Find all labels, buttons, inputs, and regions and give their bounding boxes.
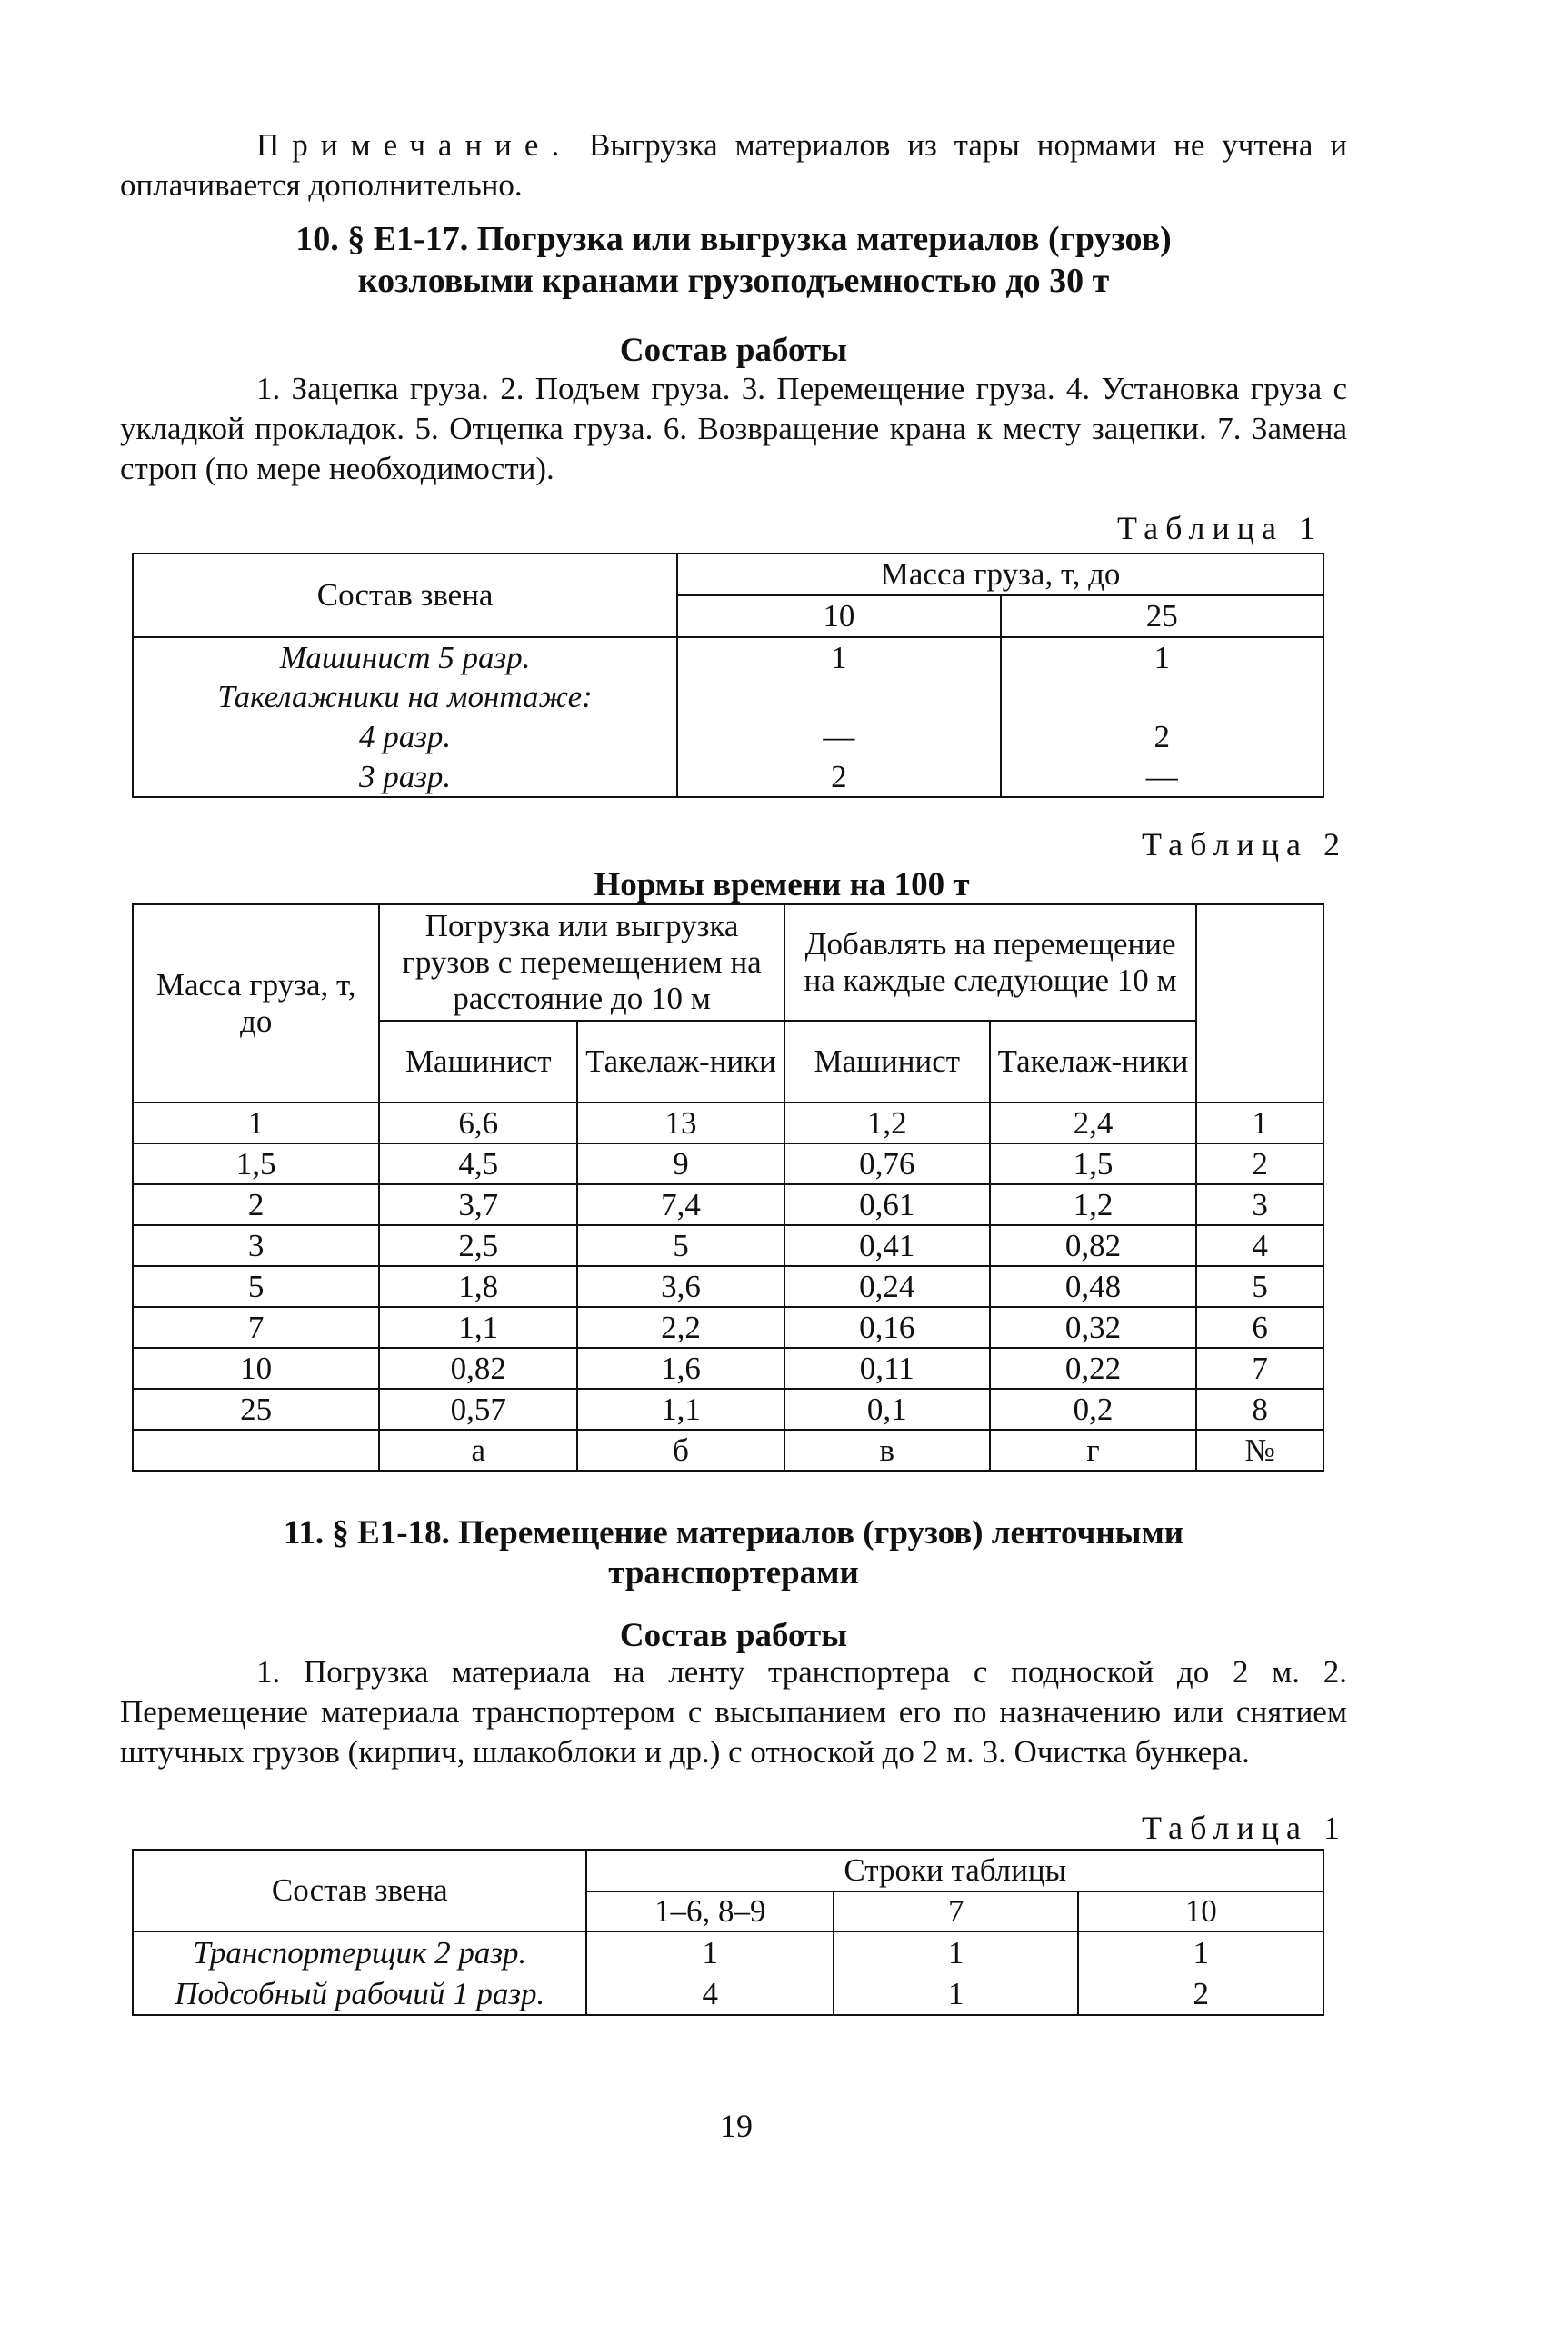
t1-header-col25: 25 bbox=[1001, 595, 1323, 637]
t2-footer-row bbox=[133, 1430, 1323, 1471]
section10-title bbox=[120, 218, 1347, 302]
section11-work-heading: Состав работы bbox=[619, 1617, 848, 1654]
section11-title bbox=[120, 1513, 1347, 1593]
t1-header-mass: Масса груза, т, до bbox=[677, 554, 1323, 595]
t2-header-tak: Такелаж-ники bbox=[990, 1021, 1197, 1103]
t2-cell bbox=[133, 1430, 379, 1471]
section10-table2 bbox=[132, 903, 1324, 1472]
t2-cell: 3 bbox=[1196, 1184, 1323, 1225]
t2-cell: 1,1 bbox=[577, 1389, 784, 1430]
t2-cell: 0,1 bbox=[784, 1389, 990, 1430]
t2-cell: 1,2 bbox=[990, 1184, 1197, 1225]
s11-header-col: 1–6, 8–9 bbox=[586, 1891, 834, 1931]
note-text: Выгрузка материалов из тары нормами не учтена и оплачивается дополнительно. bbox=[120, 127, 1347, 203]
t2-cell: 0,16 bbox=[784, 1307, 990, 1348]
t2-cell: 0,57 bbox=[379, 1389, 577, 1430]
t2-cell: 0,61 bbox=[784, 1184, 990, 1225]
t2-header-add: Добавлять на перемещение на каждые следующие 10 м bbox=[784, 904, 1196, 1021]
note-label: Примечание. bbox=[256, 127, 573, 163]
t2-cell: 4,5 bbox=[379, 1143, 577, 1184]
t2-row bbox=[133, 1348, 1323, 1389]
t1-cell: — bbox=[1001, 757, 1323, 797]
s11-cell: 4 bbox=[586, 1973, 834, 2015]
t2-cell: 0,82 bbox=[990, 1225, 1197, 1266]
t2-cell: 7 bbox=[133, 1307, 379, 1348]
t2-cell: в bbox=[784, 1430, 990, 1471]
t2-cell: 0,48 bbox=[990, 1266, 1197, 1307]
t2-cell: 0,2 bbox=[990, 1389, 1197, 1430]
t2-cell: 2 bbox=[133, 1184, 379, 1225]
t2-cell: 4 bbox=[1196, 1225, 1323, 1266]
t1-row-label: 3 разр. bbox=[133, 757, 677, 797]
t2-cell: 0,22 bbox=[990, 1348, 1197, 1389]
t2-cell: 0,32 bbox=[990, 1307, 1197, 1348]
t2-cell: 1,1 bbox=[379, 1307, 577, 1348]
t2-row bbox=[133, 1184, 1323, 1225]
t2-header-tak: Такелаж-ники bbox=[577, 1021, 784, 1103]
t2-cell: 8 bbox=[1196, 1389, 1323, 1430]
s11-cell: 2 bbox=[1078, 1973, 1323, 2015]
t2-cell: 3 bbox=[133, 1225, 379, 1266]
t2-cell: 2 bbox=[1196, 1143, 1323, 1184]
section11-table1 bbox=[132, 1849, 1324, 2016]
section10-table2-title: Нормы времени на 100 т bbox=[594, 866, 970, 903]
t1-cell bbox=[1001, 677, 1323, 717]
t1-cell: 1 bbox=[1001, 637, 1323, 677]
t1-cell: 1 bbox=[677, 637, 1000, 677]
t2-cell: 0,41 bbox=[784, 1225, 990, 1266]
s11-header-composition: Состав звена bbox=[133, 1850, 586, 1931]
t1-cell bbox=[677, 677, 1000, 717]
t2-cell: 0,76 bbox=[784, 1143, 990, 1184]
section10-work-heading: Состав работы bbox=[619, 332, 848, 369]
t2-cell: 1,5 bbox=[990, 1143, 1197, 1184]
section10-table2-caption: Таблица 2 bbox=[1142, 826, 1347, 863]
t2-cell: 0,24 bbox=[784, 1266, 990, 1307]
t2-cell: 2,2 bbox=[577, 1307, 784, 1348]
section10-table1 bbox=[132, 553, 1324, 798]
t1-header-composition: Состав звена bbox=[133, 554, 677, 637]
section11-work-text: 1. Погрузка материала на ленту транспортера с подноской до 2 м. 2. Перемещение материала транспортером с высыпанием его по назначению или снятием штучных грузов (кирпич, шлакоблоки и др.) с отноской до 2 м. 3. Очистка бункера. bbox=[120, 1654, 1347, 1770]
s11-header-col: 7 bbox=[834, 1891, 1078, 1931]
t1-row-label: 4 разр. bbox=[133, 717, 677, 757]
t2-cell: 7 bbox=[1196, 1348, 1323, 1389]
t2-header-mach: Машинист bbox=[379, 1021, 577, 1103]
s11-cell: 1 bbox=[586, 1931, 834, 1973]
t2-row bbox=[133, 1389, 1323, 1430]
section11-table1-caption: Таблица 1 bbox=[1142, 1810, 1347, 1846]
section10-title-line2: козловыми кранами грузоподъемностью до 30 т bbox=[357, 262, 1110, 300]
t2-cell: 6,6 bbox=[379, 1103, 577, 1143]
t2-cell: 1,5 bbox=[133, 1143, 379, 1184]
t2-header-mass: Масса груза, т, до bbox=[133, 904, 379, 1103]
t2-cell: 3,7 bbox=[379, 1184, 577, 1225]
note-paragraph bbox=[120, 125, 1347, 205]
t2-cell: 0,11 bbox=[784, 1348, 990, 1389]
section10-work-text: 1. Зацепка груза. 2. Подъем груза. 3. Перемещение груза. 4. Установка груза с укладкой прокладок. 5. Отцепка груза. 6. Возвращение крана к месту зацепки. 7. Замена строп (по мере необходимости). bbox=[120, 371, 1347, 486]
t2-cell: 2,4 bbox=[990, 1103, 1197, 1143]
t2-cell: 9 bbox=[577, 1143, 784, 1184]
t2-cell: а bbox=[379, 1430, 577, 1471]
s11-cell: 1 bbox=[1078, 1931, 1323, 1973]
t2-header-empty bbox=[1196, 904, 1323, 1103]
s11-row-label: Подсобный рабочий 1 разр. bbox=[133, 1973, 586, 2015]
t1-cell: — bbox=[677, 717, 1000, 757]
t2-cell: 5 bbox=[577, 1225, 784, 1266]
t2-cell: 1,6 bbox=[577, 1348, 784, 1389]
t2-row bbox=[133, 1266, 1323, 1307]
t2-cell: 25 bbox=[133, 1389, 379, 1430]
t2-cell: 13 bbox=[577, 1103, 784, 1143]
t2-cell: 2,5 bbox=[379, 1225, 577, 1266]
t1-row-label: Машинист 5 разр. bbox=[133, 637, 677, 677]
s11-cell: 1 bbox=[834, 1973, 1078, 2015]
t2-cell: г bbox=[990, 1430, 1197, 1471]
t2-row bbox=[133, 1143, 1323, 1184]
t2-header-mach: Машинист bbox=[784, 1021, 990, 1103]
t2-cell: 3,6 bbox=[577, 1266, 784, 1307]
s11-header-rows: Строки таблицы bbox=[586, 1850, 1323, 1891]
t2-cell: 6 bbox=[1196, 1307, 1323, 1348]
t2-cell: 10 bbox=[133, 1348, 379, 1389]
t2-body bbox=[133, 1103, 1323, 1471]
t1-cell: 2 bbox=[1001, 717, 1323, 757]
t2-cell: б bbox=[577, 1430, 784, 1471]
t1-header-col10: 10 bbox=[677, 595, 1000, 637]
t1-row-label: Такелажники на монтаже: bbox=[133, 677, 677, 717]
section10-table1-caption: Таблица 1 bbox=[1117, 510, 1323, 546]
s11-header-col: 10 bbox=[1078, 1891, 1323, 1931]
t2-row bbox=[133, 1307, 1323, 1348]
section11-title-line1: 11. § Е1-18. Перемещение материалов (грузов) ленточными bbox=[283, 1514, 1184, 1552]
t2-cell: 5 bbox=[133, 1266, 379, 1307]
section10-title-line1: 10. § Е1-17. Погрузка или выгрузка материалов (грузов) bbox=[295, 220, 1172, 258]
t2-cell: 1 bbox=[1196, 1103, 1323, 1143]
s11-cell: 1 bbox=[834, 1931, 1078, 1973]
t2-cell: 1,2 bbox=[784, 1103, 990, 1143]
section11-title-line2: транспортерами bbox=[608, 1554, 859, 1592]
t2-header-load: Погрузка или выгрузка грузов с перемещением на расстояние до 10 м bbox=[379, 904, 784, 1021]
t2-row bbox=[133, 1225, 1323, 1266]
t1-cell: 2 bbox=[677, 757, 1000, 797]
t2-cell: 7,4 bbox=[577, 1184, 784, 1225]
t2-cell: 1 bbox=[133, 1103, 379, 1143]
page-number: 19 bbox=[720, 2108, 753, 2144]
t2-cell: 1,8 bbox=[379, 1266, 577, 1307]
t2-cell: № bbox=[1196, 1430, 1323, 1471]
t2-cell: 5 bbox=[1196, 1266, 1323, 1307]
t2-cell: 0,82 bbox=[379, 1348, 577, 1389]
t2-row bbox=[133, 1103, 1323, 1143]
s11-row-label: Транспортерщик 2 разр. bbox=[133, 1931, 586, 1973]
